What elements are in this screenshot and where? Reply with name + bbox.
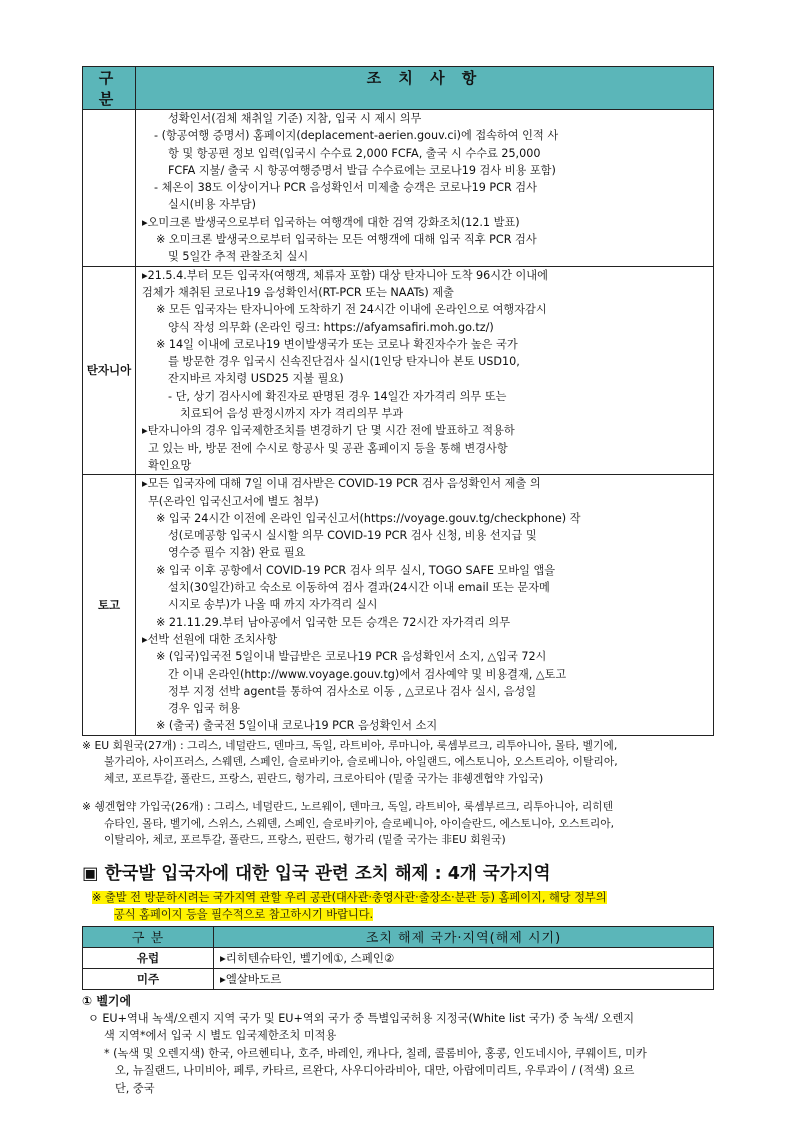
country-cell-togo: 토고 [83,475,136,735]
text-line: ※ 입국 이후 공항에서 COVID-19 PCR 검사 의무 실시, TOGO SAFE 모바일 앱을 [156,563,556,577]
eu-note-line: ※ EU 회원국(27개) : 그리스, 네덜란드, 덴마크, 독일, 라트비아, 루마니아, 룩셈부르크, 리투아니아, 몰타, 벨기에, [82,738,618,752]
text-line: ▸선박 선원에 대한 조치사항 [142,632,278,646]
measures-cell [136,266,714,475]
notice-line: 공식 홈페이지 등을 필수적으로 참고하시기 바랍니다. [114,907,374,921]
belgium-body [82,1010,714,1098]
text-line: 실시(비용 자부담) [168,198,256,212]
table-row [83,968,714,989]
text-line: ㅇ EU+역내 녹색/오렌지 지역 국가 및 EU+역외 국가 중 특별입국허용 지정국(White list 국가) 중 녹색/ 오렌지 [88,1011,635,1025]
text-line: 경우 입국 허용 [168,702,240,716]
text-line: ▸21.5.4.부터 모든 입국자(여행객, 체류자 포함) 대상 탄자니아 도착 96시간 이내에 [142,268,548,282]
text-line: 확인요망 [148,458,192,472]
table-header-row [83,67,714,110]
text-line: 항 및 항공편 정보 입력(입국시 수수료 2,000 FCFA, 출국 시 수수료 25,000 [168,146,541,160]
text-line: ▸탄자니아의 경우 입국제한조치를 변경하기 단 몇 시간 전에 발표하고 적용하 [142,424,515,438]
text-line: ※ (출국) 출국전 5일이내 코로나19 PCR 음성확인서 소지 [156,719,438,733]
measures-cell [136,475,714,735]
header-category: 구 분 [83,67,136,110]
text-line: 양식 작성 의무화 (온라인 링크: https://afyamsafiri.moh.go.tz/) [168,320,494,334]
text-line: ※ 21.11.29.부터 남아공에서 입국한 모든 승객은 72시간 자가격리 의무 [156,615,510,629]
region-cell: 미주 [83,968,214,989]
country-cell-empty [83,110,136,267]
text-line: - 단, 상기 검사시에 확진자로 판명된 경우 14일간 자가격리 의무 또는 [168,389,507,403]
footnotes [82,738,714,849]
text-line: 성(로메공항 입국시 실시할 의무 COVID-19 PCR 검사 신청, 비용 선지급 및 [168,529,537,543]
text-line: 잔지바르 자치령 USD25 지불 필요) [168,372,344,386]
text-line: 및 5일간 추적 관찰조치 실시 [168,250,309,264]
notice [82,889,714,923]
measures-table [82,66,714,736]
countries-cell: ▸리히텐슈타인, 벨기에①, 스페인② [214,947,714,968]
text-line: 정부 지정 선박 agent를 통하여 검사소로 이동 , △코로나 검사 실시, 음성일 [168,684,537,698]
table-row [83,475,714,735]
text-line: * (녹색 및 오렌지색) 한국, 아르헨티나, 호주, 바레인, 캐나다, 칠레, 콜롬비아, 홍콩, 인도네시아, 쿠웨이트, 미카 [104,1046,647,1060]
text-line: 영수증 필수 지참) 완료 필요 [168,546,306,560]
text-line: ※ 14일 이내에 코로나19 변이발생국가 또는 코로나 확진자수가 높은 국가 [156,337,518,351]
region-cell: 유럽 [83,947,214,968]
header-category: 구 분 [83,926,214,947]
country-cell-tanzania: 탄자니아 [83,266,136,475]
text-line: ▸모든 입국자에 대해 7일 이내 검사받은 COVID-19 PCR 검사 음성확인서 제출 의 [142,477,541,491]
text-line: 무(온라인 입국신고서에 별도 첨부) [148,494,319,508]
text-line: 검체가 채취된 코로나19 음성확인서(RT-PCR 또는 NAATs) 제출 [142,285,454,299]
eu-note-line: 불가리아, 사이프러스, 스웨덴, 스페인, 슬로바키아, 슬로베니아, 아일랜드, 에스토니아, 오스트리아, 이탈리아, [104,755,618,769]
text-line: ▸오미크론 발생국으로부터 입국하는 여행객에 대한 검역 강화조치(12.1 발표) [142,215,520,229]
table-header-row [83,926,714,947]
header-countries: 조치 해제 국가·지역(해제 시기) [214,926,714,947]
table-row [83,947,714,968]
text-line: ※ (입국)입국전 5일이내 발급받은 코로나19 PCR 음성확인서 소지, △입국 72시 [156,650,547,664]
table-row [83,110,714,267]
text-line: 색 지역*에서 입국 시 별도 입국제한조치 미적용 [104,1029,337,1043]
text-line: ※ 모든 입국자는 탄자니아에 도착하기 전 24시간 이내에 온라인으로 여행자감시 [156,303,547,317]
text-line: 단, 중국 [115,1081,155,1095]
text-line: ※ 입국 24시간 이전에 온라인 입국신고서(https://voyage.gouv.tg/checkphone) 작 [156,511,581,525]
eu-note-line: 체코, 포르투갈, 폴란드, 프랑스, 핀란드, 헝가리, 크로아티아 (밑줄 국가는 非쉥겐협약 가입국) [104,771,544,785]
text-line: 오, 뉴질랜드, 나미비아, 페루, 카타르, 르완다, 사우디아라비아, 대만, 아랍에미리트, 우루과이 / (적색) 요르 [115,1064,635,1078]
text-line: 를 방문한 경우 입국시 신속진단검사 실시(1인당 탄자니아 본토 USD10, [168,355,520,369]
text-line: 고 있는 바, 방문 전에 수시로 항공사 및 공관 홈페이지 등을 통해 변경사항 [148,441,508,455]
measures-cell [136,110,714,267]
schengen-note-line: ※ 쉥겐협약 가입국(26개) : 그리스, 네덜란드, 노르웨이, 덴마크, 독일, 라트비아, 룩셈부르크, 리투아니아, 리히텐 [82,800,614,814]
lifted-measures-table [82,926,714,990]
schengen-note-line: 이탈리아, 체코, 포르투갈, 폴란드, 프랑스, 핀란드, 헝가리 (밑줄 국가는 非EU 회원국) [104,833,506,847]
text-line: 설치(30일간)하고 숙소로 이동하여 검사 결과(24시간 이내 email 또는 문자메 [168,581,550,595]
belgium-heading: ① 벨기에 [82,993,132,1008]
text-line: 치료되어 음성 판정시까지 자가 격리의무 부과 [180,407,404,421]
text-line: ※ 오미크론 발생국으로부터 입국하는 모든 여행객에 대해 입국 직후 PCR 검사 [156,233,537,247]
text-line: 성확인서(검체 채취일 기준) 지참, 입국 시 제시 의무 [168,112,422,125]
text-line: 시지로 송부)가 나올 때 까지 자가격리 실시 [168,598,378,612]
document-page [82,66,714,1097]
countries-cell: ▸엘살바도르 [214,968,714,989]
table-row [83,266,714,475]
section-title: ▣ 한국발 입국자에 대한 입국 관련 조치 해제 : 4개 국가지역 [82,863,551,884]
text-line: 간 이내 온라인(http://www.voyage.gouv.tg)에서 검사예약 및 비용결재, △토고 [168,667,567,681]
text-line: FCFA 지불/ 출국 시 항공여행증명서 발급 수수료에는 코로나19 검사 비용 포함) [168,163,556,177]
text-line: - 체온이 38도 이상이거나 PCR 음성확인서 미제출 승객은 코로나19 PCR 검사 [154,181,537,195]
text-line: - (항공여행 증명서) 홈페이지(deplacement-aerien.gouv.ci)에 접속하여 인적 사 [154,129,559,143]
notice-line: ※ 출발 전 방문하시려는 국가지역 관할 우리 공관(대사관·총영사관·출장소·분관 등) 홈페이지, 해당 정부의 [92,890,607,904]
header-measures: 조 치 사 항 [136,67,714,110]
schengen-note-line: 슈타인, 몰타, 벨기에, 스위스, 스웨덴, 스페인, 슬로바키아, 슬로베니아, 아이슬란드, 에스토니아, 오스트리아, [104,816,615,830]
